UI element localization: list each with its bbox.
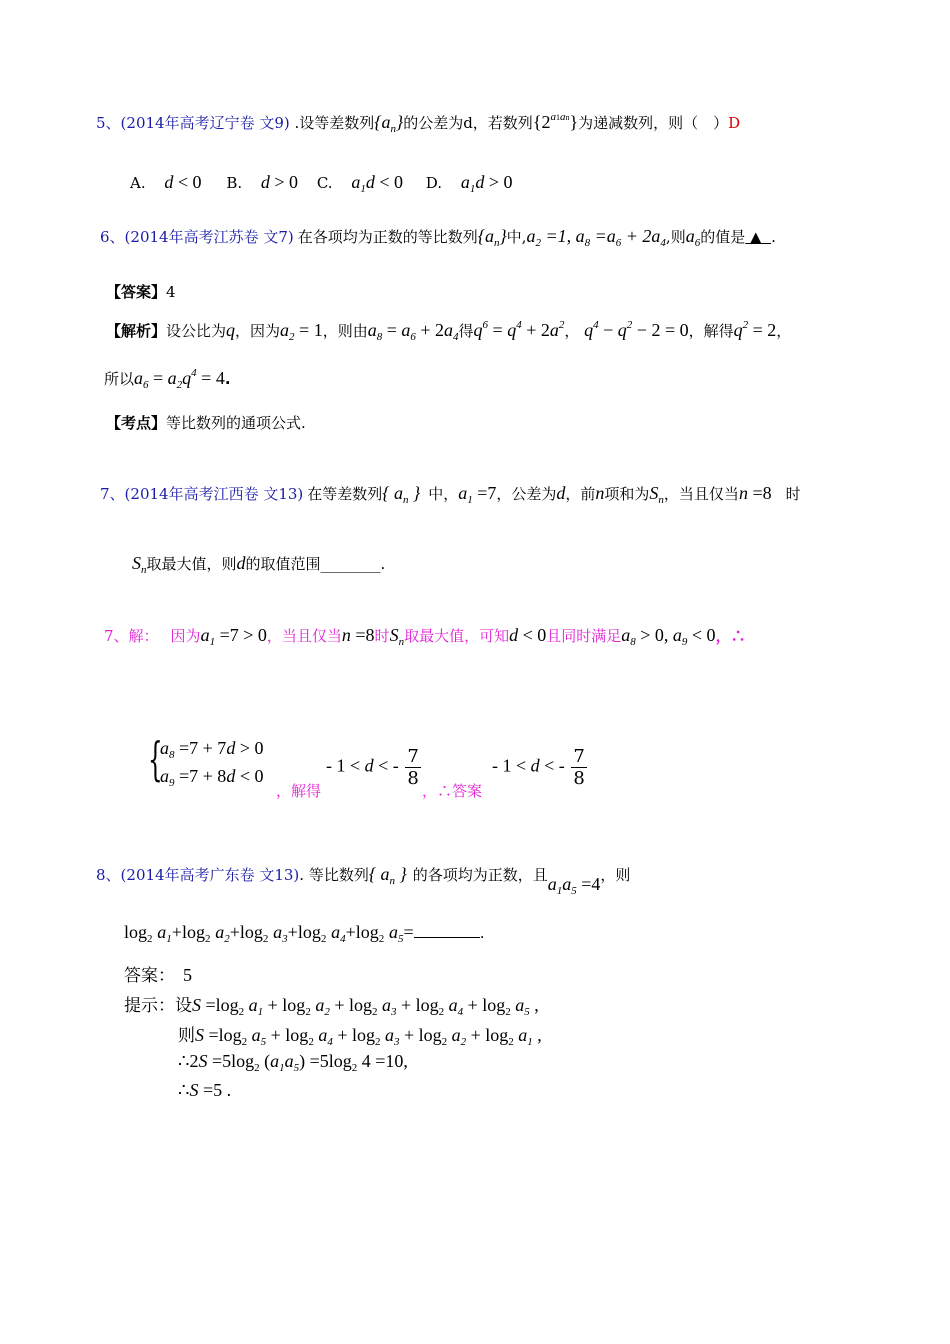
q8-answer-label: 答案： (124, 966, 175, 986)
q6-text3: ,则 (665, 228, 686, 246)
q5-text2: 的公差为d，若数列 (403, 114, 533, 132)
brace-icon: { (148, 732, 163, 786)
q7-source: (2014年高考江西卷 文13) (124, 485, 304, 503)
q6-analysis: 【解析】设公比为q，因为$a_2 = 1$，则由$a_8 = a_6 + 2a_4$得$q^6 = q^4 + 2a^2$， $q^4 - q^2 - 2 = 0$，解得$q^2 = 2$， (106, 319, 792, 343)
q5-option-d-label: D. (425, 174, 443, 192)
q6-kaodian-text: 等比数列的通项公式. (166, 414, 306, 432)
q5-stem (96, 112, 740, 133)
q5-number: 5、 (96, 114, 121, 132)
q8-hint-label: 提示： (124, 996, 175, 1016)
q8-stem: 8、(2014年高考广东卷 文13). 等比数列{ $a_n$ } 的各项均为正数，且$a_1a_5 =4$，则 (96, 864, 631, 897)
q8-source: (2014年高考广东卷 文13) (120, 866, 300, 884)
q5-option-d: $a_1d$ (460, 172, 485, 195)
q5-text3: 为递减数列，则（ ） (578, 114, 729, 132)
q5-option-b-label: B. (226, 174, 243, 192)
q7-seq-an: { $a_n$ } (382, 483, 421, 506)
q7-number: 7、 (100, 485, 125, 503)
q7-solve-text: ，解得 (276, 782, 322, 800)
q7-range-2: - 1 < d < - $\frac{7}{8}$ (492, 746, 585, 789)
q7-stem-line2: $S_n$取最大值，则d的取值范围________. (132, 553, 386, 576)
q6-condition: $a_2 =1$, $a_8 =a_6 + 2a_4$ (526, 226, 666, 249)
q5-text1: .设等差数列 (289, 114, 375, 132)
q6-answer-value: 4 (166, 283, 176, 301)
q8-answer-blank (414, 927, 480, 938)
q5-options: A. d < 0 B. d > 0 C. $a_1d < 0$ D. $a_1d > 0$ (130, 172, 513, 195)
q6-analysis-label: 【解析】 (106, 322, 167, 340)
q5-option-c: $a_1d$ (351, 172, 375, 195)
q8-hint-line3: ∴2S $=5\log_2$ $(a_1a_5) =5\log_2$ 4 =10, (178, 1051, 408, 1074)
q6-analysis-line2: 所以$a_6 = a_2q^4 = 4$. (104, 367, 231, 391)
q8-answer (124, 961, 192, 986)
q5-seq-an: $\{a_n\}$ (374, 112, 404, 135)
q7-system: { $a_8 =7 + 7d > 0$ $a_9 =7 + 8d < 0$ (148, 732, 264, 789)
q6-text2: 中, (506, 228, 527, 246)
q5-seq-2: $\{2^{a1an}\}$ (532, 111, 579, 132)
q6-stem: 6、(2014年高考江苏卷 文7) 在各项均为正数的等比数列$\{a_n\}$中$,a_2 =1$, $a_8 =a_6 + 2a_4$,则$a_6$的值是 ▲ . (100, 226, 776, 249)
q6-a6: $a_6$ (685, 226, 701, 249)
q7-solution: 7、解： 因为$a_1 =7 > 0$，当且仅当n =8时$S_n$取最大值，可知d < 0且同时满足$a_8 > 0$, $a_9 < 0$，∴ (104, 625, 746, 648)
q6-blank: ▲ (750, 228, 762, 246)
q5-answer: D (728, 114, 741, 132)
q8-hint-line2: 则$S =\log_2$ $a_5 + \log_2 a_4 + \log_2 a_3 + \log_2 a_2 + \log_2 a_1$ , (178, 1025, 542, 1048)
q5-option-a-label: A. (130, 174, 146, 192)
q8-hint-line4: ∴S =5 . (178, 1080, 232, 1100)
q8-hint-line1: 提示：设$S =\log_2$ $a_1 + \log_2 a_2 + \log_2 a_3 + \log_2 a_4 + \log_2 a_5$ , (124, 995, 539, 1018)
q6-kaodian-label: 【考点】 (106, 414, 167, 432)
q8-answer-value: 5 (183, 965, 192, 985)
q5-option-a: d (164, 172, 174, 192)
q6-text1: 在各项均为正数的等比数列 (297, 228, 478, 246)
q6-text4: 的值是 (700, 228, 746, 246)
q6-number: 6、 (100, 228, 125, 246)
q6-source: (2014年高考江苏卷 文7) (124, 228, 294, 246)
q5-source: (2014年高考辽宁卷 文9) (120, 114, 290, 132)
q8-log-expr: $\log_2 a_1+\log_2$ $a_2+\log_2$ $a_3+\log_2$ $a_4+\log_2$ $a_5=$ . (124, 922, 485, 945)
q6-answer-label: 【答案】 (106, 283, 167, 301)
q5-option-c-label: C. (316, 174, 333, 192)
q8-number: 8、 (96, 866, 121, 884)
q6-seq-an: $\{a_n\}$ (477, 226, 507, 249)
q7-solution-label: 7、解： (104, 627, 159, 645)
q7-answer-text: ，∴答案 (422, 782, 483, 800)
q8-seq-an: { $a_n$ } (368, 864, 407, 887)
q7-range-1: - 1 < d < - $\frac{7}{8}$ (326, 746, 419, 789)
q5-option-b: d (260, 172, 270, 192)
q6-kaodian (106, 412, 306, 433)
q7-stem: 7、(2014年高考江西卷 文13) 在等差数列{ $a_n$ } 中，$a_1 =7$，公差为d，前n项和为$S_n$，当且仅当n =8 时 (100, 483, 801, 506)
q6-answer (106, 281, 176, 302)
